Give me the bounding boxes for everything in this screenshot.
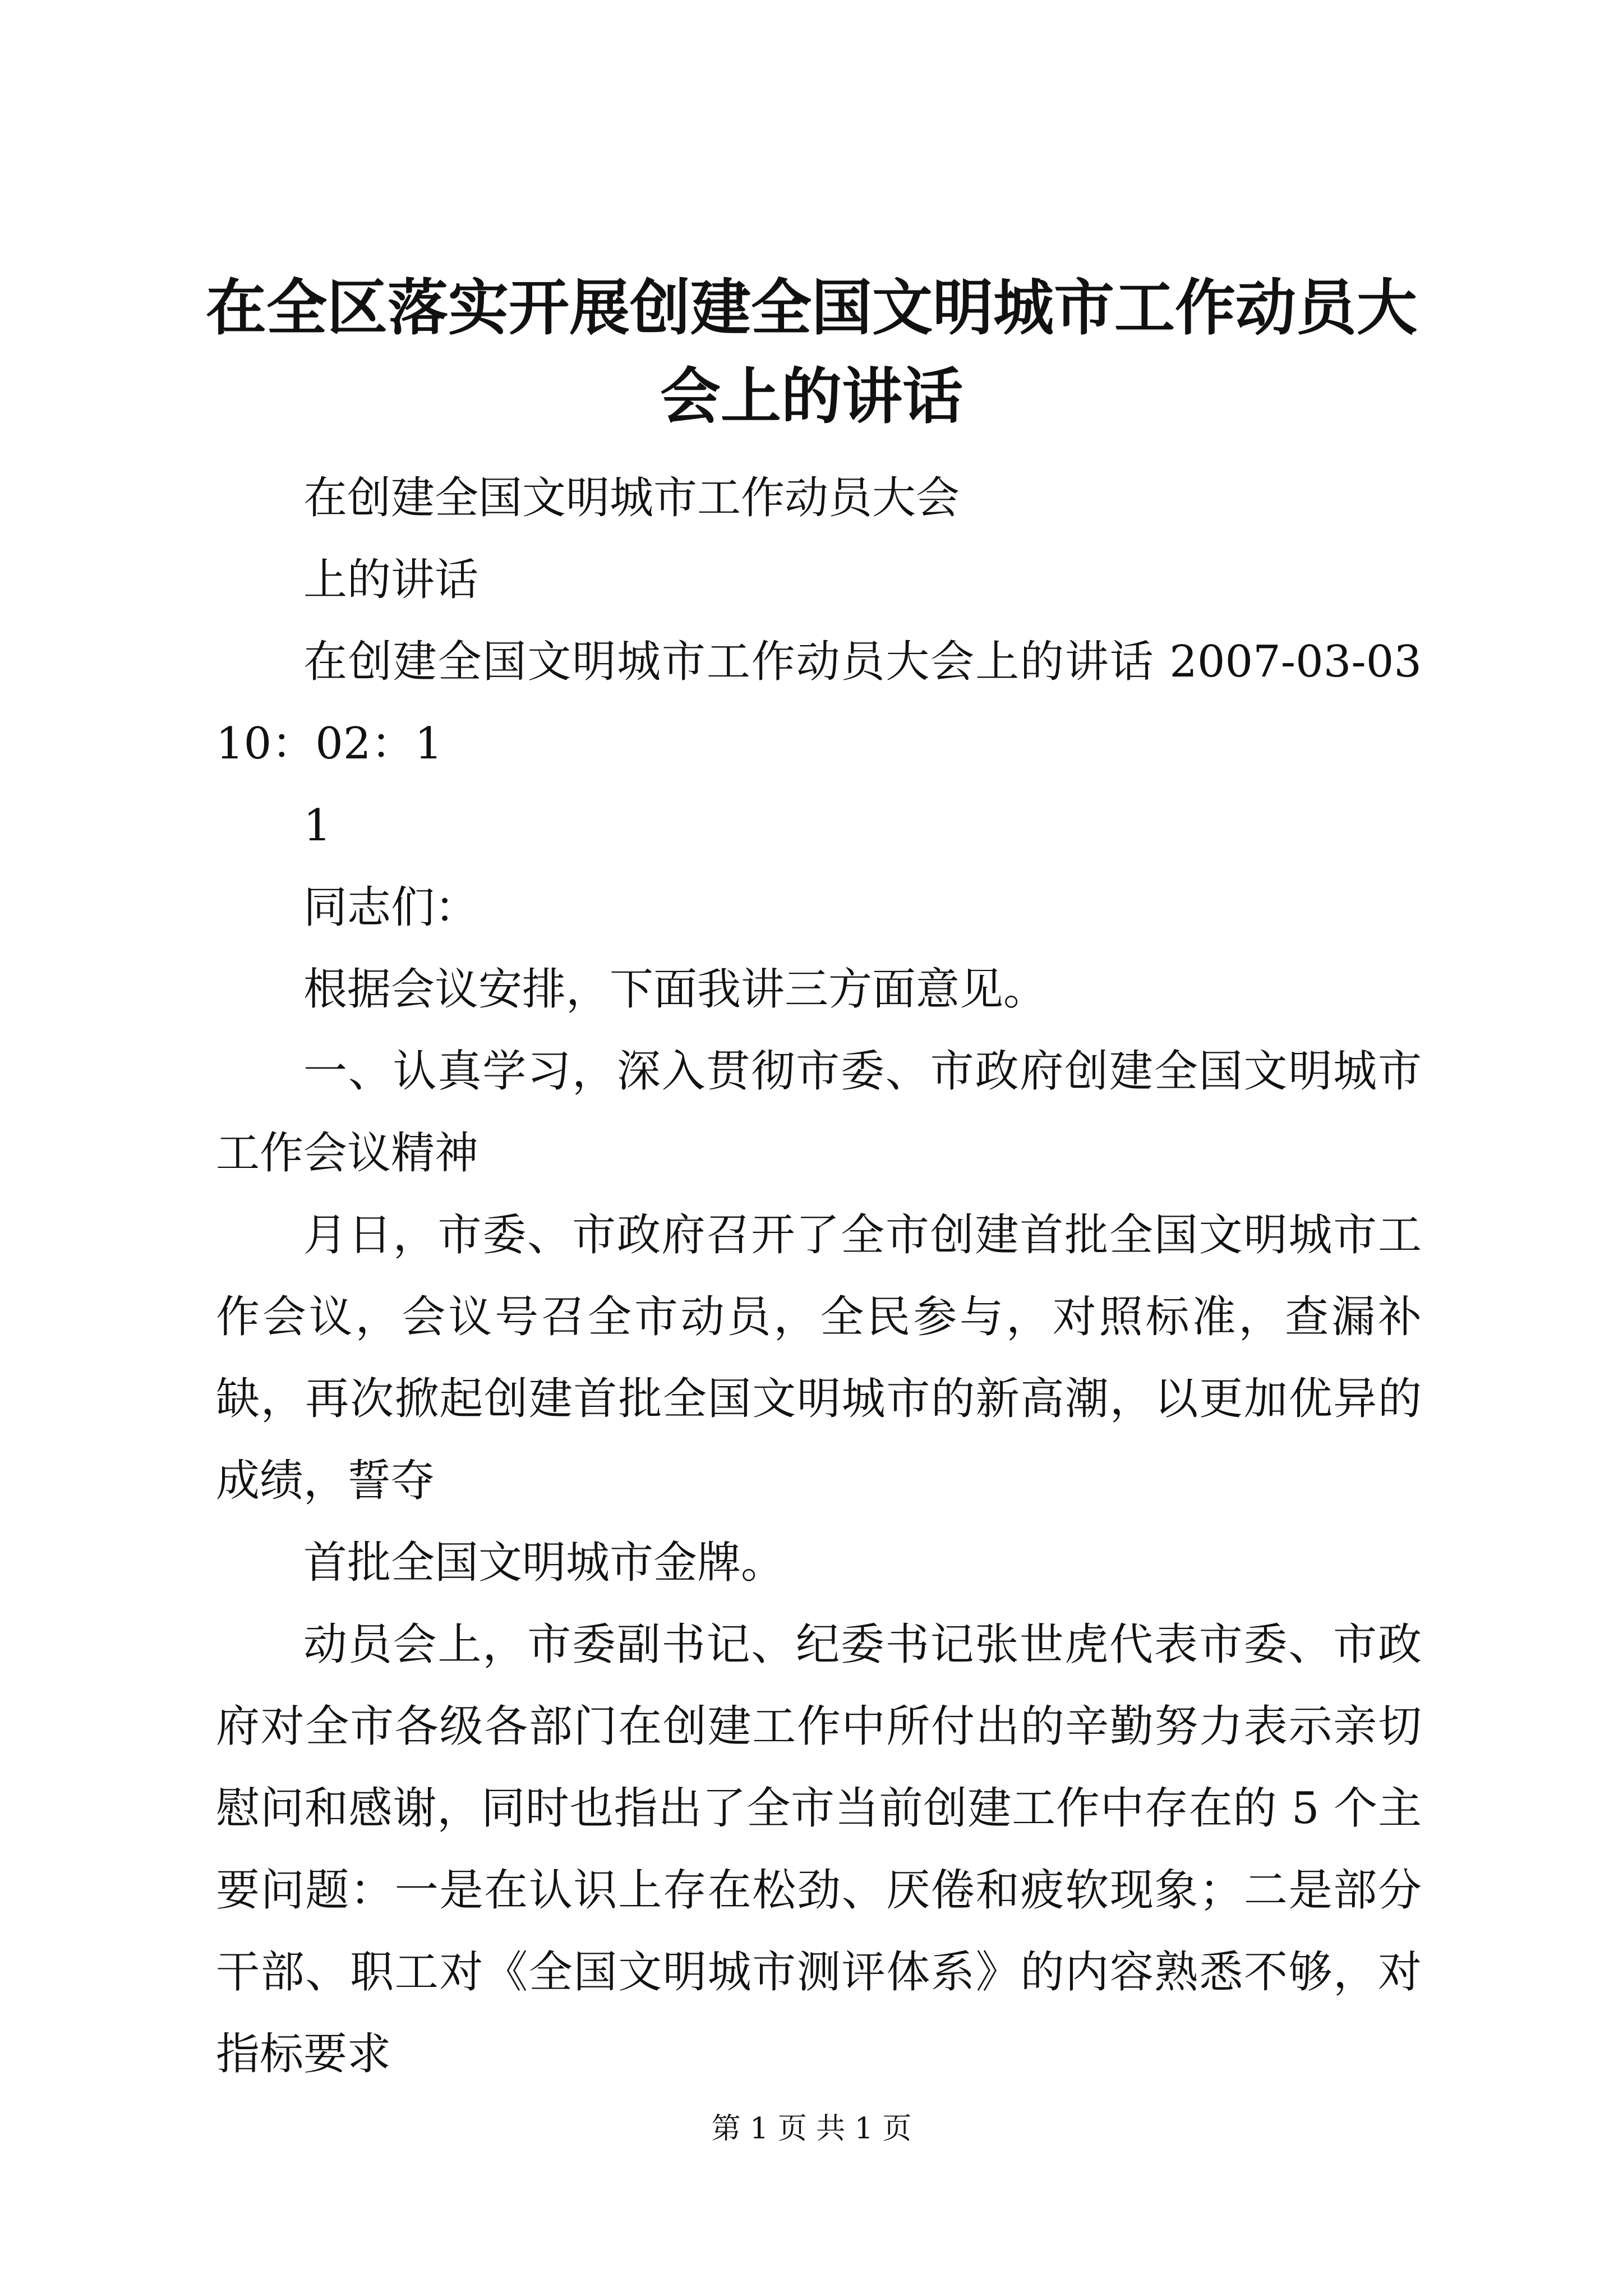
paragraph-1: 在创建全国文明城市工作动员大会 bbox=[303, 473, 960, 523]
paragraph-10: 动员会上，市委副书记、纪委书记张世虎代表市委、市政府对全市各级各部门在创建工作中所付出的辛勤努力表示亲切慰问和感谢，同时也指出了全市当前创建工作中存在的 5 个主要问题：一是在认识上存在松劲、厌倦和疲软现象；二是部分干部、职工对《全国文明城市测评体系》的内容熟悉不够，对指标要求 bbox=[216, 1619, 1422, 2079]
paragraph-7: 一、认真学习，深入贯彻市委、市政府创建全国文明城市工作会议精神 bbox=[216, 1046, 1422, 1179]
paragraph-5: 同志们： bbox=[303, 882, 479, 933]
document-title bbox=[168, 264, 1455, 441]
paragraph-4: 1 bbox=[303, 800, 331, 851]
title-line-1: 在全区落实开展创建全国文明城市工作动员大 bbox=[205, 273, 1417, 343]
document-body bbox=[216, 457, 1422, 2095]
paragraph-3: 在创建全国文明城市工作动员大会上的讲话 2007-03-0310：02：1 bbox=[216, 637, 1422, 769]
title-line-2: 会上的讲话 bbox=[660, 361, 963, 432]
paragraph-9: 首批全国文明城市金牌。 bbox=[303, 1538, 785, 1588]
page-footer: 第 1 页 共 1 页 bbox=[711, 2112, 912, 2146]
paragraph-8: 月日，市委、市政府召开了全市创建首批全国文明城市工作会议，会议号召全市动员，全民参与，对照标准，查漏补缺，再次掀起创建首批全国文明城市的新高潮，以更加优异的成绩，誓夺 bbox=[216, 1210, 1422, 1506]
paragraph-6: 根据会议安排，下面我讲三方面意见。 bbox=[303, 964, 1048, 1015]
paragraph-2: 上的讲话 bbox=[303, 555, 479, 605]
